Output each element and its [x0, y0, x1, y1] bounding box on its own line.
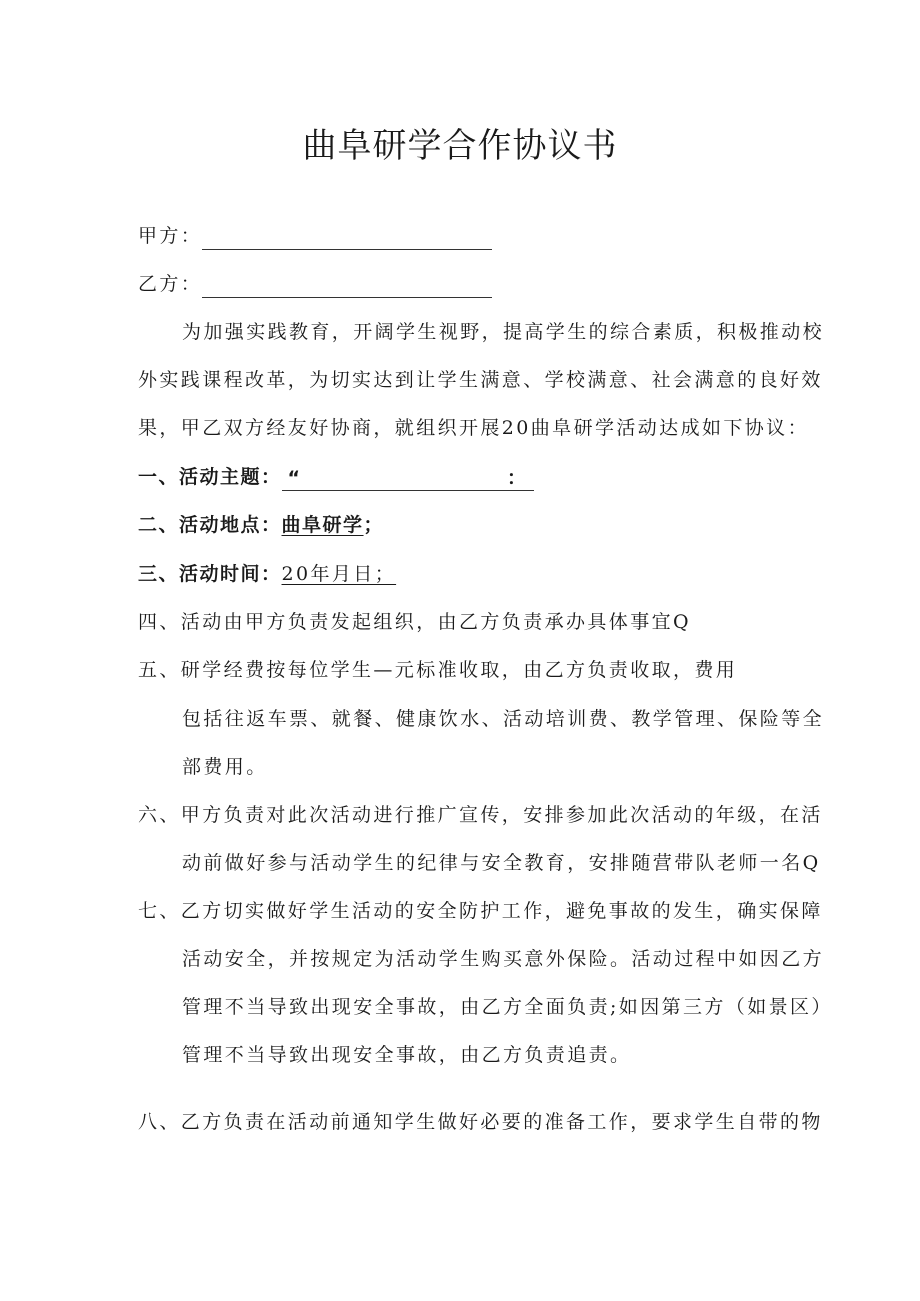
item-5-line-3: 部费用。: [182, 756, 268, 778]
theme-blank[interactable]: [282, 466, 534, 491]
location-label: 二、活动地点：: [138, 514, 282, 536]
item-5-line-2: 包括往返车票、就餐、健康饮水、活动培训费、教学管理、保险等全: [182, 708, 825, 730]
item-7-line-4: 管理不当导致出现安全事故，由乙方负责追责。: [182, 1044, 632, 1066]
item-7-line-3: 管理不当导致出现安全事故，由乙方全面负责;如因第三方（如景区）: [182, 996, 833, 1018]
intro-line-2: 外实践课程改革，为切实达到让学生满意、学校满意、社会满意的良好效: [138, 369, 823, 391]
theme-close-mark: ：: [507, 467, 528, 489]
item-4: 四、活动由甲方负责发起组织，由乙方负责承办具体事宜Q: [138, 611, 691, 633]
time-value: 20年月日；: [281, 563, 397, 585]
party-b-row: [138, 270, 492, 298]
theme-open-quote: “: [287, 467, 302, 489]
item-theme: [138, 463, 534, 491]
party-b-label: 乙方：: [138, 273, 203, 295]
item-8-line-1: 八、乙方负责在活动前通知学生做好必要的准备工作，要求学生自带的物: [138, 1111, 823, 1133]
party-a-row: [138, 222, 492, 250]
party-a-blank[interactable]: [202, 227, 492, 250]
party-a-label: 甲方：: [138, 225, 203, 247]
theme-label: 一、活动主题：: [138, 466, 282, 488]
item-7-line-1: 七、乙方切实做好学生活动的安全防护工作，避免事故的发生，确实保障: [138, 900, 823, 922]
location-value: 曲阜研学: [281, 514, 364, 536]
item-7-line-2: 活动安全，并按规定为活动学生购买意外保险。活动过程中如因乙方: [182, 948, 825, 970]
item-6-line-2: 动前做好参与活动学生的纪律与安全教育，安排随营带队老师一名Q: [182, 852, 821, 874]
intro-line-1: 为加强实践教育，开阔学生视野，提高学生的综合素质，积极推动校: [182, 321, 825, 343]
item-6-line-1: 六、甲方负责对此次活动进行推广宣传，安排参加此次活动的年级，在活: [138, 804, 823, 826]
time-label: 三、活动时间：: [138, 563, 282, 585]
item-5-line-1: 五、研学经费按每位学生—元标准收取，由乙方负责收取，费用: [138, 659, 738, 681]
intro-line-3: 果，甲乙双方经友好协商，就组织开展20曲阜研学活动达成如下协议：: [138, 417, 809, 439]
document-title: 曲阜研学合作协议书: [302, 126, 618, 166]
item-location: [138, 511, 384, 539]
location-end: ；: [363, 514, 385, 536]
party-b-blank[interactable]: [202, 275, 492, 298]
item-time: [138, 560, 406, 588]
